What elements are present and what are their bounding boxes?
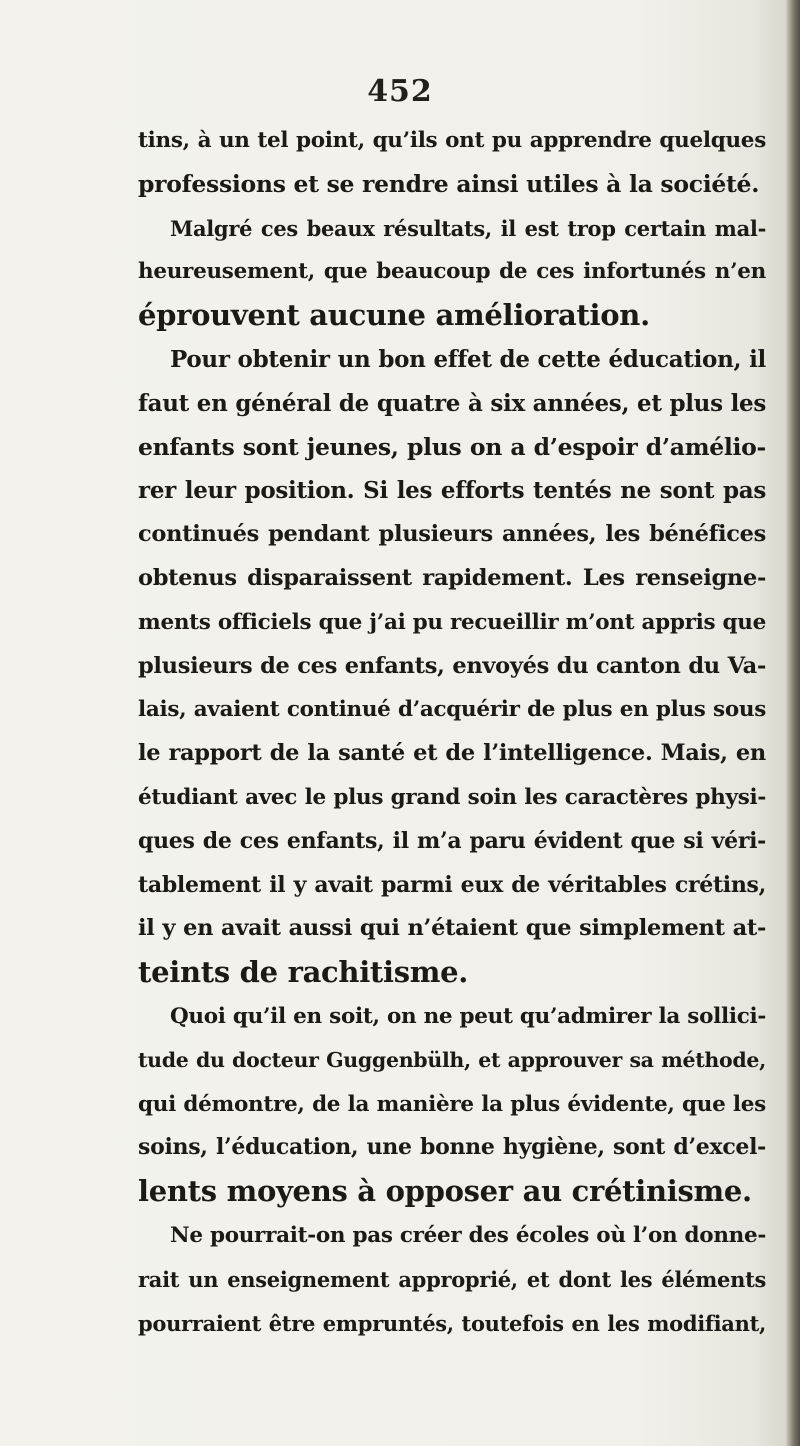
- body-text: [138, 119, 766, 1345]
- text-line: tins, à un tel point, qu’ils ont pu apprendre quelques: [138, 128, 766, 153]
- text-line: Malgré ces beaux résultats, il est trop certain mal-: [170, 215, 766, 241]
- text-line: étudiant avec le plus grand soin les caractères physi-: [138, 784, 766, 810]
- text-line: heureusement, que beaucoup de ces infortunés n’en: [138, 259, 766, 285]
- text-line: obtenus disparaissent rapidement. Les renseigne-: [138, 564, 766, 591]
- text-line: il y en avait aussi qui n’étaient que simplement at-: [138, 915, 766, 942]
- text-line: professions et se rendre ainsi utiles à la société.: [138, 169, 760, 198]
- text-line: Quoi qu’il en soit, on ne peut qu’admirer la sollici-: [170, 1003, 766, 1029]
- text-line: faut en général de quatre à six années, et plus les: [138, 389, 766, 417]
- text-line: ques de ces enfants, il m’a paru évident que si véri-: [138, 827, 766, 854]
- text-line: tude du docteur Guggenbülh, et approuver sa méthode,: [138, 1047, 766, 1072]
- page-number: 452: [367, 74, 433, 109]
- text-line: enfants sont jeunes, plus on a d’espoir d’amélio-: [138, 432, 766, 461]
- text-line: rait un enseignement approprié, et dont les éléments: [138, 1266, 766, 1292]
- text-line: ments officiels que j’ai pu recueillir m’ont appris que: [138, 609, 766, 635]
- text-line: tablement il y avait parmi eux de véritables crétins,: [138, 871, 766, 898]
- text-line: Ne pourrait-on pas créer des écoles où l’on donne-: [170, 1222, 766, 1248]
- text-line: qui démontre, de la manière la plus évidente, que les: [138, 1091, 766, 1117]
- text-line: rer leur position. Si les efforts tentés ne sont pas: [138, 477, 766, 505]
- text-line: teints de rachitisme.: [138, 955, 469, 990]
- text-line: lais, avaient continué d’acquérir de plus en plus sous: [138, 697, 766, 723]
- text-line: pourraient être empruntés, toutefois en les modifiant,: [138, 1310, 766, 1336]
- book-binding-edge: [786, 0, 800, 1446]
- text-line: lents moyens à opposer au crétinisme.: [138, 1174, 752, 1209]
- text-line: soins, l’éducation, une bonne hygiène, sont d’excel-: [138, 1134, 766, 1161]
- text-line: Pour obtenir un bon effet de cette éducation, il: [170, 345, 766, 373]
- text-line: continués pendant plusieurs années, les bénéfices: [138, 521, 766, 548]
- text-line: le rapport de la santé et de l’intelligence. Mais, en: [138, 740, 766, 767]
- text-line: plusieurs de ces enfants, envoyés du canton du Va-: [138, 652, 766, 679]
- text-line: éprouvent aucune amélioration.: [138, 298, 650, 333]
